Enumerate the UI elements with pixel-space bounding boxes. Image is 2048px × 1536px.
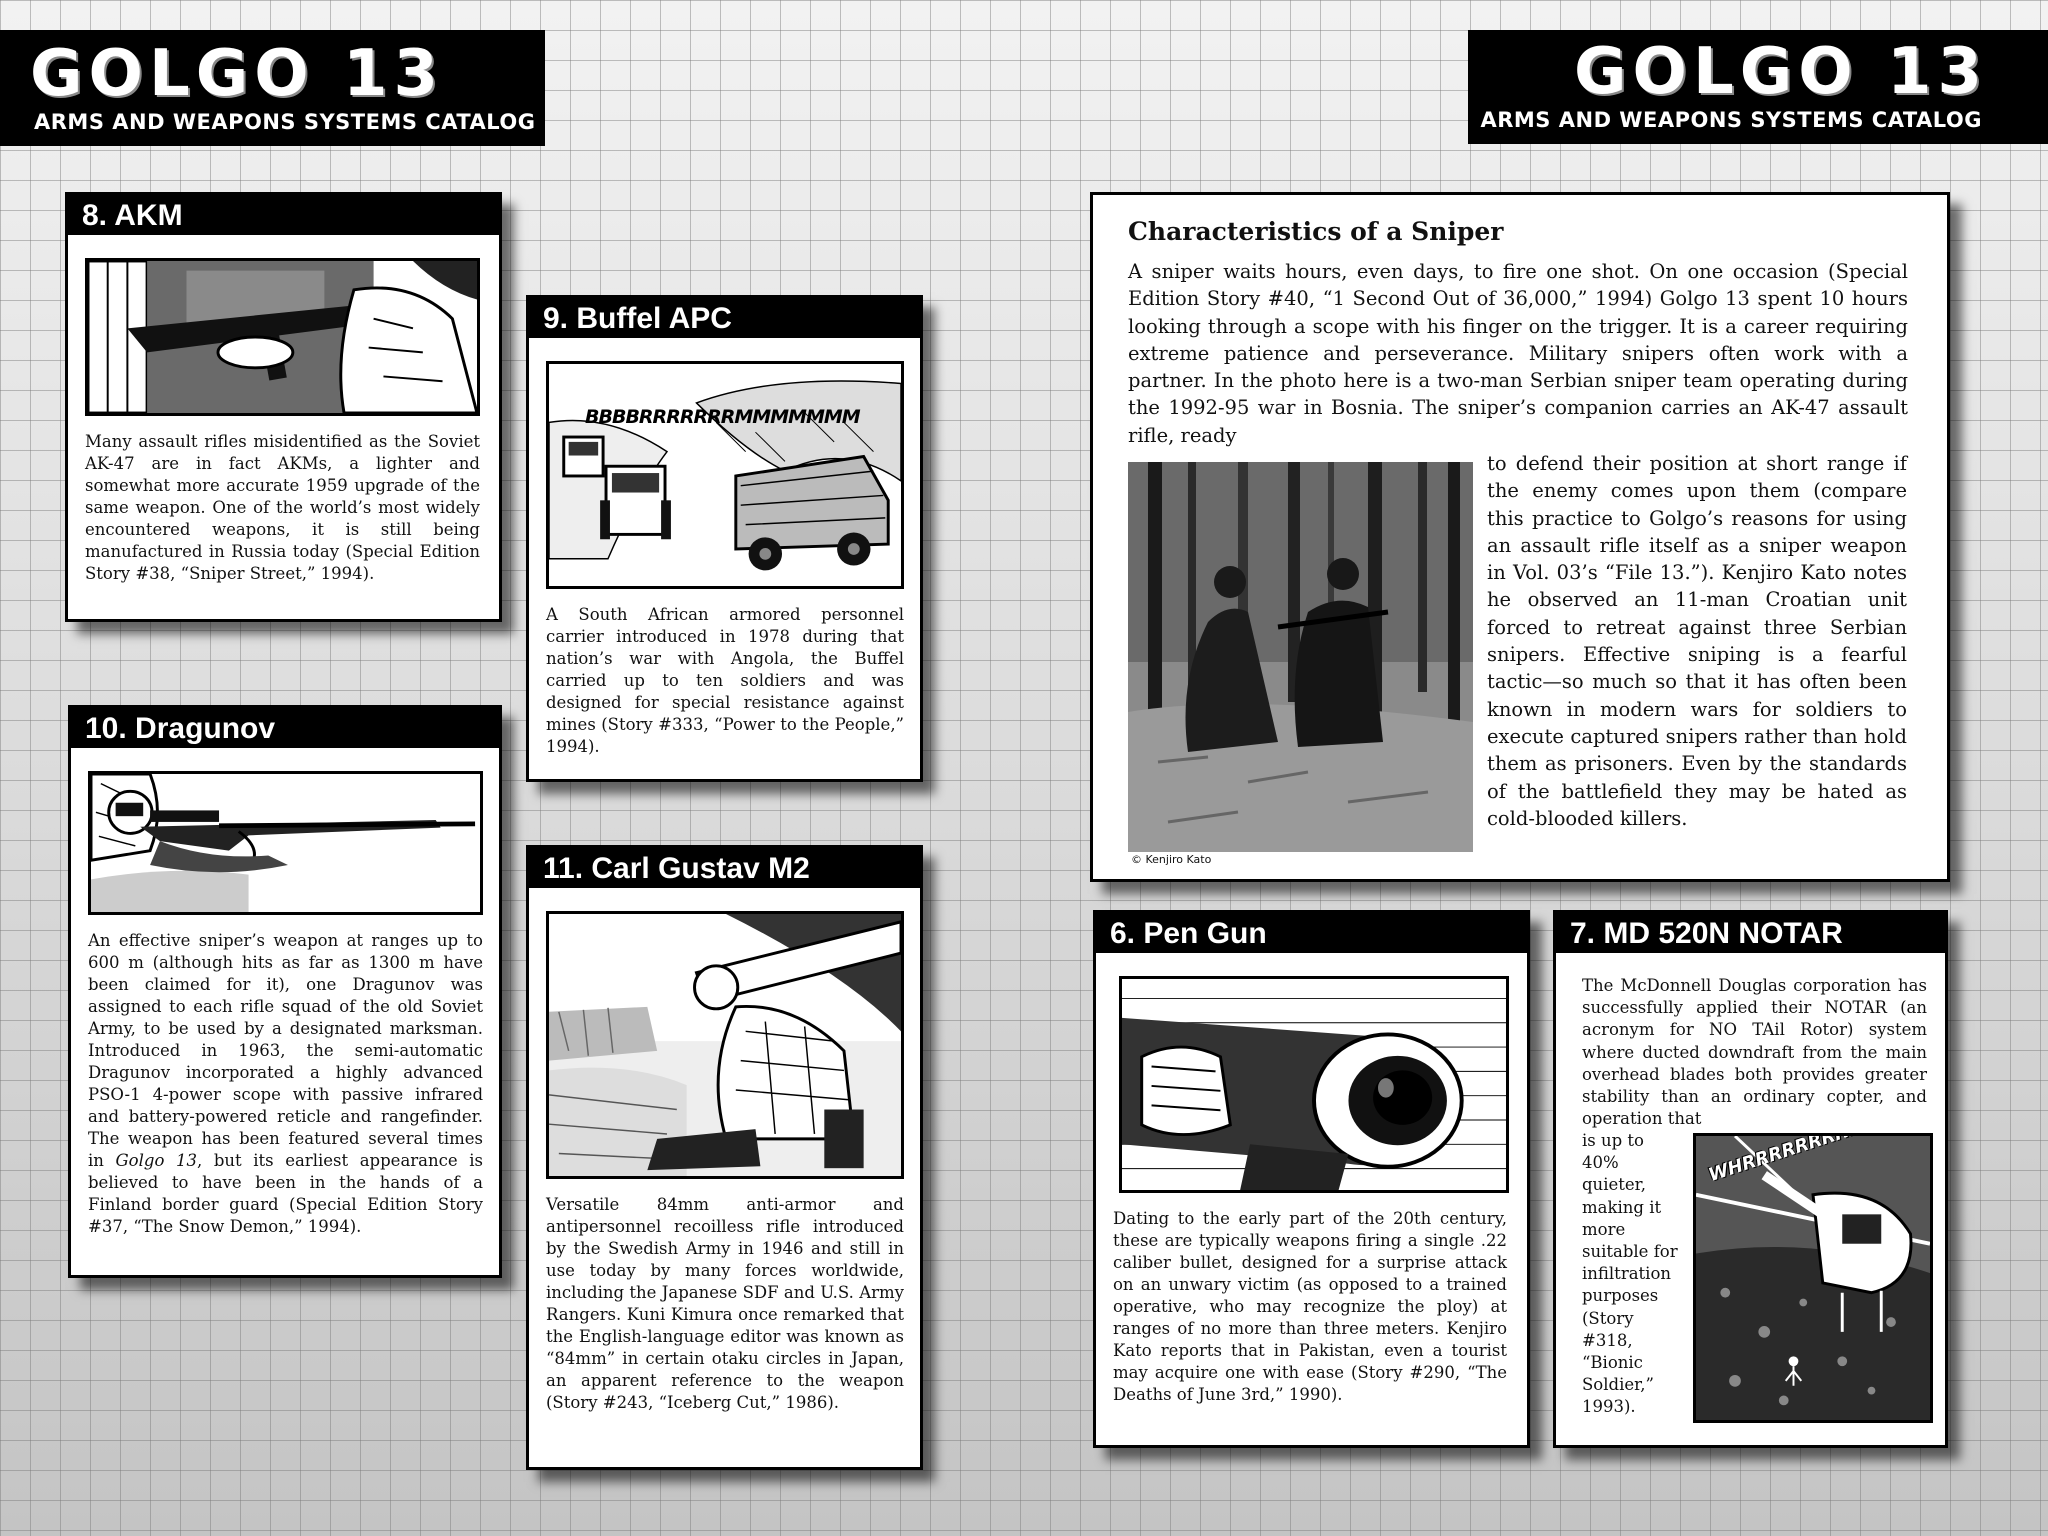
right-banner-subtitle: ARMS AND WEAPONS SYSTEMS CATALOG: [1480, 108, 1982, 132]
sniper-photo-credit: © Kenjiro Kato: [1131, 853, 1212, 866]
card-buffel-title: 9. Buffel APC: [529, 298, 920, 338]
pen-gun-illustration: [1119, 976, 1509, 1193]
sniper-heading: Characteristics of a Sniper: [1128, 217, 1504, 246]
card-pen-gun: [1093, 910, 1530, 1448]
sniper-text-side: to defend their position at short range if the enemy comes upon them (compare this practice to Golgo’s reasons for using an assault rifle itself as a sniper weapon in Vol. 03’s “File 13.”). Kenjiro Kato notes he observed an 11-man Croatian unit forced to retreat against three Serbian snipers. Effective sniping is a fearful tactic—so much so that it has often been known in modern wars for soldiers to execute captured snipers rather than hold them as prisoners. Even by the standards of the battlefield they may be hated as cold-blooded killers.: [1487, 452, 1907, 830]
sniper-text-top: A sniper waits hours, even days, to fire one shot. On one occasion (Special Edition Story #40, “1 Second Out of 36,000,” 1994) Golgo 13 spent 10 hours looking through a scope with his finger on the trigger. It is a career requiring extreme patience and perseverance. Military snipers often work with a partner. In the photo here is a two-man Serbian sniper team operating during the 1992-95 war in Bosnia. The sniper’s companion carries an AK-47 assault rifle, ready: [1128, 260, 1908, 447]
left-header-banner: [0, 30, 545, 146]
dragunov-text-part-1: An effective sniper’s weapon at ranges up to 600 m (although hits as far as 1300 m have been claimed for it), one Dragunov was assigned to each rifle squad of the old Soviet Army, to be used by a designated marksman. Introduced in 1963, the semi-automatic Dragunov incorporated a highly advanced PSO-1 4-power scope with passive infrared and battery-powered reticle and rangefinder. The weapon has been featured several times in: [88, 931, 483, 1170]
buffel-sound-effect: BBBBRRRRRRRMMMMMMM: [585, 406, 860, 428]
dragunov-text-italic: Golgo 13: [115, 1151, 197, 1170]
notar-text-side: is up to 40% quieter, making it more suitable for infiltration purposes (Story #318, “Bionic Soldier,” 1993).: [1582, 1131, 1678, 1417]
card-akm-text: Many assault rifles misidentified as the Soviet AK-47 are in fact AKMs, a lighter and somewhat more accurate 1959 upgrade of the same weapon. One of the world’s most widely encountered weapons, it is still being manufactured in Russia today (Special Edition Story #38, “Sniper Street,” 1994).: [85, 432, 480, 583]
card-dragunov-title: 10. Dragunov: [71, 708, 499, 748]
left-banner-title: GOLGO 13: [30, 37, 444, 111]
dragunov-text-part-2: , but its earliest appearance is believed to have been in the hands of a Finland border guard (Special Edition Story #37, “The Snow Demon,” 1994).: [88, 1151, 483, 1236]
right-header-banner: [1468, 30, 2048, 144]
card-md-520n-notar: [1553, 910, 1948, 1448]
card-akm-title: 8. AKM: [68, 195, 499, 235]
buffel-illustration: [546, 361, 904, 589]
carl-gustav-illustration: [546, 911, 904, 1179]
card-carl-gustav-text: Versatile 84mm anti-armor and antipersonnel recoilless rifle introduced by the Swedish Army in 1946 and still in use today by many forces worldwide, including the Japanese SDF and U.S. Army Rangers. Kuni Kimura once remarked that the English-language editor was known as “84mm” in certain otaku circles in Japan, an apparent reference to the weapon (Story #243, “Iceberg Cut,” 1986).: [546, 1195, 904, 1412]
card-sniper-characteristics: [1090, 192, 1950, 882]
card-buffel-text: A South African armored personnel carrier introduced in 1978 during that nation’s war with Angola, the Buffel carried up to ten soldiers and was designed for special resistance against mines (Story #333, “Power to the People,” 1994).: [546, 605, 904, 756]
left-banner-subtitle: ARMS AND WEAPONS SYSTEMS CATALOG: [34, 110, 536, 134]
card-pen-gun-text: Dating to the early part of the 20th century, these are typically weapons firing a single .22 caliber bullet, designed for a surprise attack on an unwary victim (as opposed to a trained operative, who may recognize the ploy) at ranges of no more than three meters. Kenjiro Kato reports that in Pakistan, even a tourist may acquire one with ease (Story #290, “The Deaths of June 3rd,” 1990).: [1113, 1209, 1507, 1404]
card-pen-gun-title: 6. Pen Gun: [1096, 913, 1527, 953]
card-akm: [65, 192, 502, 622]
dragunov-illustration: [88, 771, 483, 915]
notar-text-top: The McDonnell Douglas corporation has successfully applied their NOTAR (an acronym for NO TAil Rotor) system where ducted downdraft from the main overhead blades both provides greater stability than an ordinary copter, and operation that: [1582, 976, 1927, 1129]
sniper-photo: [1128, 462, 1473, 852]
card-carl-gustav-title: 11. Carl Gustav M2: [529, 848, 920, 888]
card-dragunov: [68, 705, 502, 1278]
right-banner-title: GOLGO 13: [1574, 35, 1988, 109]
card-notar-title: 7. MD 520N NOTAR: [1556, 913, 1945, 953]
akm-illustration: [85, 258, 480, 416]
card-carl-gustav: [526, 845, 923, 1470]
card-buffel-apc: [526, 295, 923, 782]
card-dragunov-text: [88, 930, 483, 1238]
notar-illustration: [1693, 1133, 1933, 1423]
